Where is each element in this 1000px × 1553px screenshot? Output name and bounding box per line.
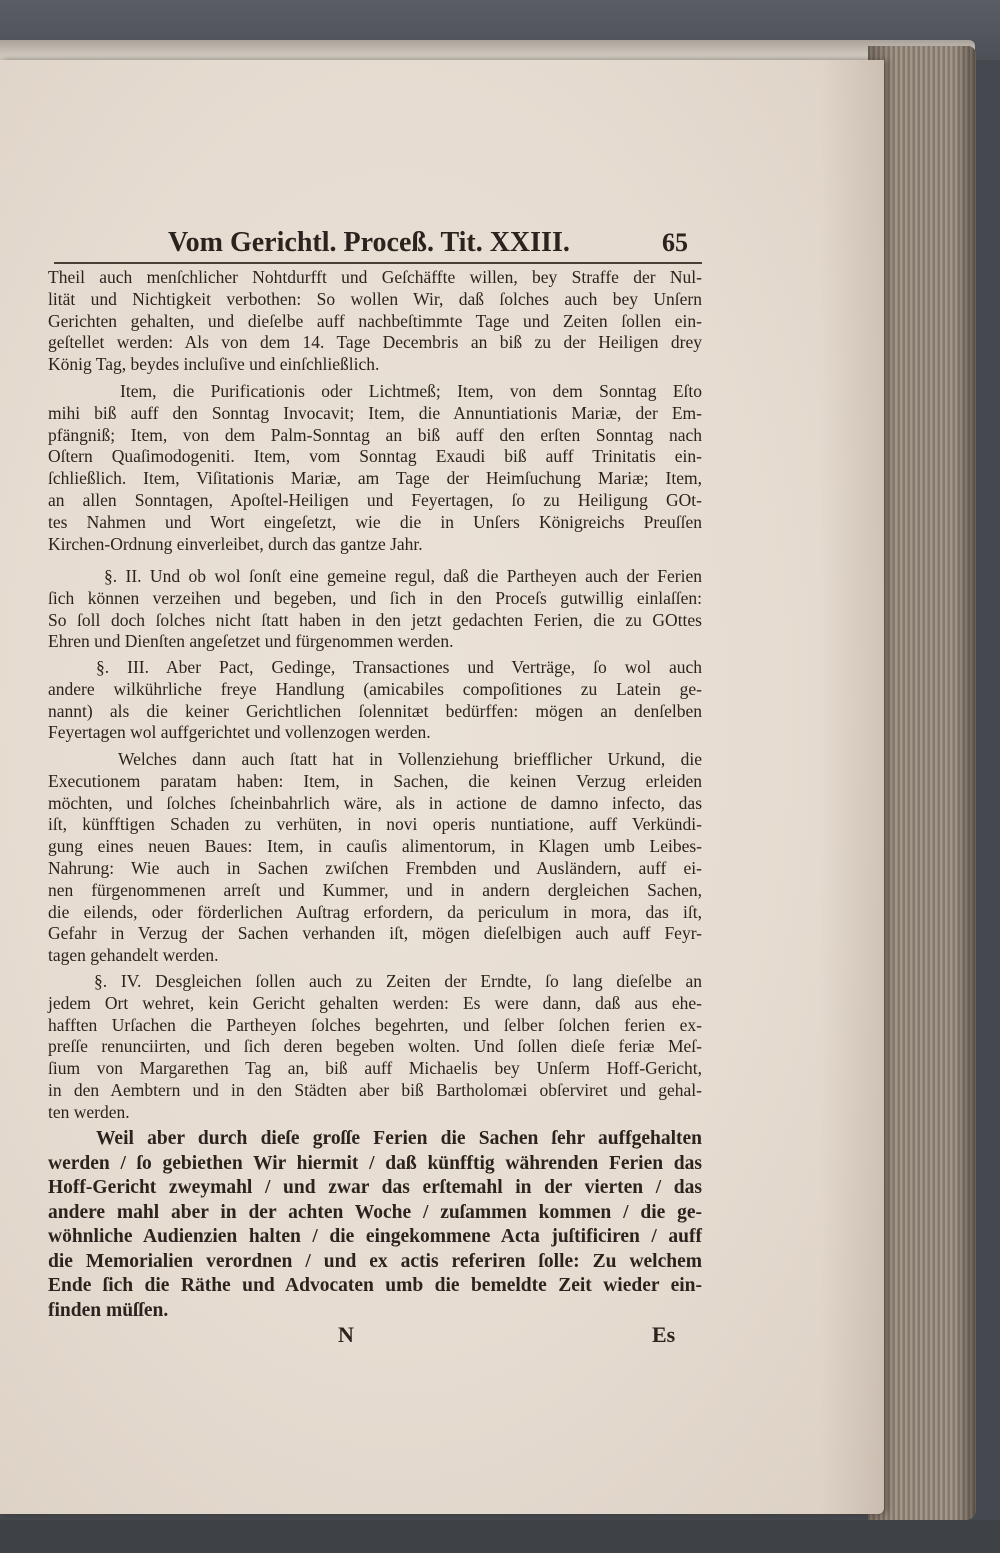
text-line: wöhnliche Audienzien halten / die eingekommene Acta juſtificiren / auff bbox=[48, 1226, 702, 1247]
text-line: Nahrung: Wie auch in Sachen zwiſchen Frembden und Ausländern, auff ei- bbox=[48, 857, 702, 878]
text-line: Feyertagen wol auffgerichtet und vollenzogen werden. bbox=[48, 722, 431, 743]
text-line: Weil aber durch dieſe groſſe Ferien die Sachen ſehr auffgehalten bbox=[96, 1128, 702, 1149]
header-rule bbox=[54, 262, 702, 264]
text-line: ſich können verzeihen und begeben, und ſich in den Proceſs gutwillig einlaſſen: bbox=[48, 587, 702, 608]
text-line: Theil auch menſchlicher Nohtdurfft und Geſchäffte willen, bey Straffe der Nul- bbox=[48, 267, 702, 287]
text-line: hafften Urſachen die Partheyen ſolches begehrten, und ſelber ſolchen ferien ex- bbox=[48, 1014, 702, 1035]
paragraph-1 bbox=[48, 267, 702, 376]
text-line: möchten, und ſolches ſcheinbahrlich wäre, als in actione de damno infecto, das bbox=[48, 792, 702, 813]
text-line: die Memorialien verordnen / und ex actis referiren ſolle: Zu welchem bbox=[48, 1250, 702, 1272]
text-line: Executionem paratam haben: Item, in Sachen, die keinen Verzug erleiden bbox=[48, 770, 702, 791]
running-head-title: Vom Gerichtl. Proceß. Tit. XXIII. bbox=[168, 227, 570, 258]
text-line: andere mahl aber in der achten Woche / zuſammen kommen / die ge- bbox=[48, 1201, 702, 1223]
paragraph-section-2 bbox=[48, 566, 702, 653]
text-line: Ende ſich die Räthe und Advocaten umb die bemeldte Zeit wieder ein- bbox=[48, 1275, 702, 1296]
text-line: Kirchen-Ordnung einverleibet, durch das gantze Jahr. bbox=[48, 533, 423, 554]
text-line: finden müſſen. bbox=[48, 1299, 169, 1321]
text-line: tes Nahmen und Wort eingeſetzt, wie die in Unſers Königreichs Preuſſen bbox=[48, 511, 702, 532]
text-line: §. II. Und ob wol ſonſt eine gemeine regul, daß die Partheyen auch der Ferien bbox=[104, 566, 702, 586]
text-line: ſium von Margarethen Tag an, biß auff Michaelis bey Unſerm Hoff-Gericht, bbox=[48, 1058, 702, 1079]
text-line: jedem Ort wehret, kein Gericht gehalten werden: Es were dann, daß aus ehe- bbox=[48, 992, 702, 1013]
paragraph-section-4 bbox=[48, 971, 702, 1124]
text-line: nen fürgenommenen arreſt und Kummer, und in andern dergleichen Sachen, bbox=[48, 879, 702, 900]
catchword: Es bbox=[652, 1322, 676, 1347]
text-line: gung eines neuen Baues: Item, in cauſis alimentorum, in Klagen umb Leibes- bbox=[48, 836, 702, 857]
text-line: Hoff-Gericht zweymahl / und zwar das erſtemahl in der vierten / das bbox=[48, 1177, 702, 1198]
text-line: tagen gehandelt werden. bbox=[48, 945, 219, 966]
text-line: preſſe renunciirten, und ſich deren begeben wolten. Und ſollen dieſe feriæ Meſ- bbox=[48, 1036, 702, 1057]
text-line: die eilends, oder förderlichen Auſtrag erfordern, da periculum in mora, das iſt, bbox=[48, 901, 702, 922]
text-line: Item, die Purificationis oder Lichtmeß; Item, von dem Sonntag Eſto bbox=[120, 381, 702, 401]
page-block-edges bbox=[868, 46, 976, 1520]
text-line: nannt) als die keiner Gerichtlichen ſolennitæt bedürffen: mögen an denſelben bbox=[48, 700, 702, 721]
text-line: ten werden. bbox=[48, 1101, 130, 1122]
text-line: andere wilkührliche freye Handlung (amicabiles compoſitiones zu Latein ge- bbox=[48, 678, 702, 699]
page-edge-shade bbox=[820, 60, 884, 1514]
text-line: So ſoll doch ſolches nicht ſtatt haben in den jetzt gedachten Ferien, die zu GOttes bbox=[48, 609, 702, 630]
running-head bbox=[52, 224, 702, 262]
text-line: Gefahr in Verzug der Sachen verhanden iſt, mögen dieſelbigen auch auff Feyr- bbox=[48, 923, 702, 944]
signature-mark: N bbox=[338, 1322, 354, 1347]
paragraph-section-3 bbox=[48, 657, 702, 744]
text-line: lität und Nichtigkeit verbothen: So wollen Wir, daß ſolches auch bey Unſern bbox=[48, 288, 702, 309]
text-line: ſchließlich. Item, Viſitationis Mariæ, am Tage der Heimſuchung Mariæ; Item, bbox=[48, 468, 702, 489]
text-line: in den Aembtern und in den Städten aber biß Bartholomæi obſerviret und gehal- bbox=[48, 1079, 702, 1100]
text-line: werden / ſo gebiethen Wir hiermit / daß künfftig währenden Ferien das bbox=[48, 1152, 702, 1174]
paragraph-2 bbox=[48, 381, 702, 555]
text-line: Gerichten gehalten, und dieſelbe auff nachbeſtimmte Tage und Zeiten ſollen ein- bbox=[48, 310, 702, 331]
text-line: Ehren und Dienſten angeſetzet und fürgenommen werden. bbox=[48, 631, 454, 652]
text-line: geſtellet werden: Als von dem 14. Tage Decembris an biß zu der Heiligen drey bbox=[48, 332, 702, 353]
text-line: §. III. Aber Pact, Gedinge, Transactiones und Verträge, ſo wol auch bbox=[96, 657, 702, 677]
text-line: mihi biß auff den Sonntag Invocavit; Item, die Annuntiationis Mariæ, der Em- bbox=[48, 402, 702, 423]
text-line: Welches dann auch ſtatt hat in Vollenziehung briefflicher Urkund, die bbox=[118, 749, 702, 769]
background-bottom bbox=[0, 1520, 1000, 1553]
text-line: Oſtern Quaſimodogeniti. Item, vom Sonntag Exaudi biß auff Trinitatis ein- bbox=[48, 446, 702, 467]
text-line: König Tag, beydes incluſive und einſchließlich. bbox=[48, 354, 380, 375]
text-line: §. IV. Desgleichen ſollen auch zu Zeiten der Erndte, ſo lang dieſelbe an bbox=[94, 971, 702, 991]
text-line: pfängniß; Item, von dem Palm-Sonntag an biß auff den erſten Sonntag nach bbox=[48, 424, 702, 445]
text-line: iſt, künfftigen Schaden zu verhüten, in novi operis nuntiatione, auff Verkündi- bbox=[48, 814, 702, 835]
text-line: an allen Sonntagen, Apoſtel-Heiligen und Feyertagen, ſo zu Heiligung GOt- bbox=[48, 489, 702, 510]
paragraph-large-type bbox=[48, 1127, 702, 1323]
page-number: 65 bbox=[662, 228, 688, 257]
paragraph-5 bbox=[48, 749, 702, 967]
